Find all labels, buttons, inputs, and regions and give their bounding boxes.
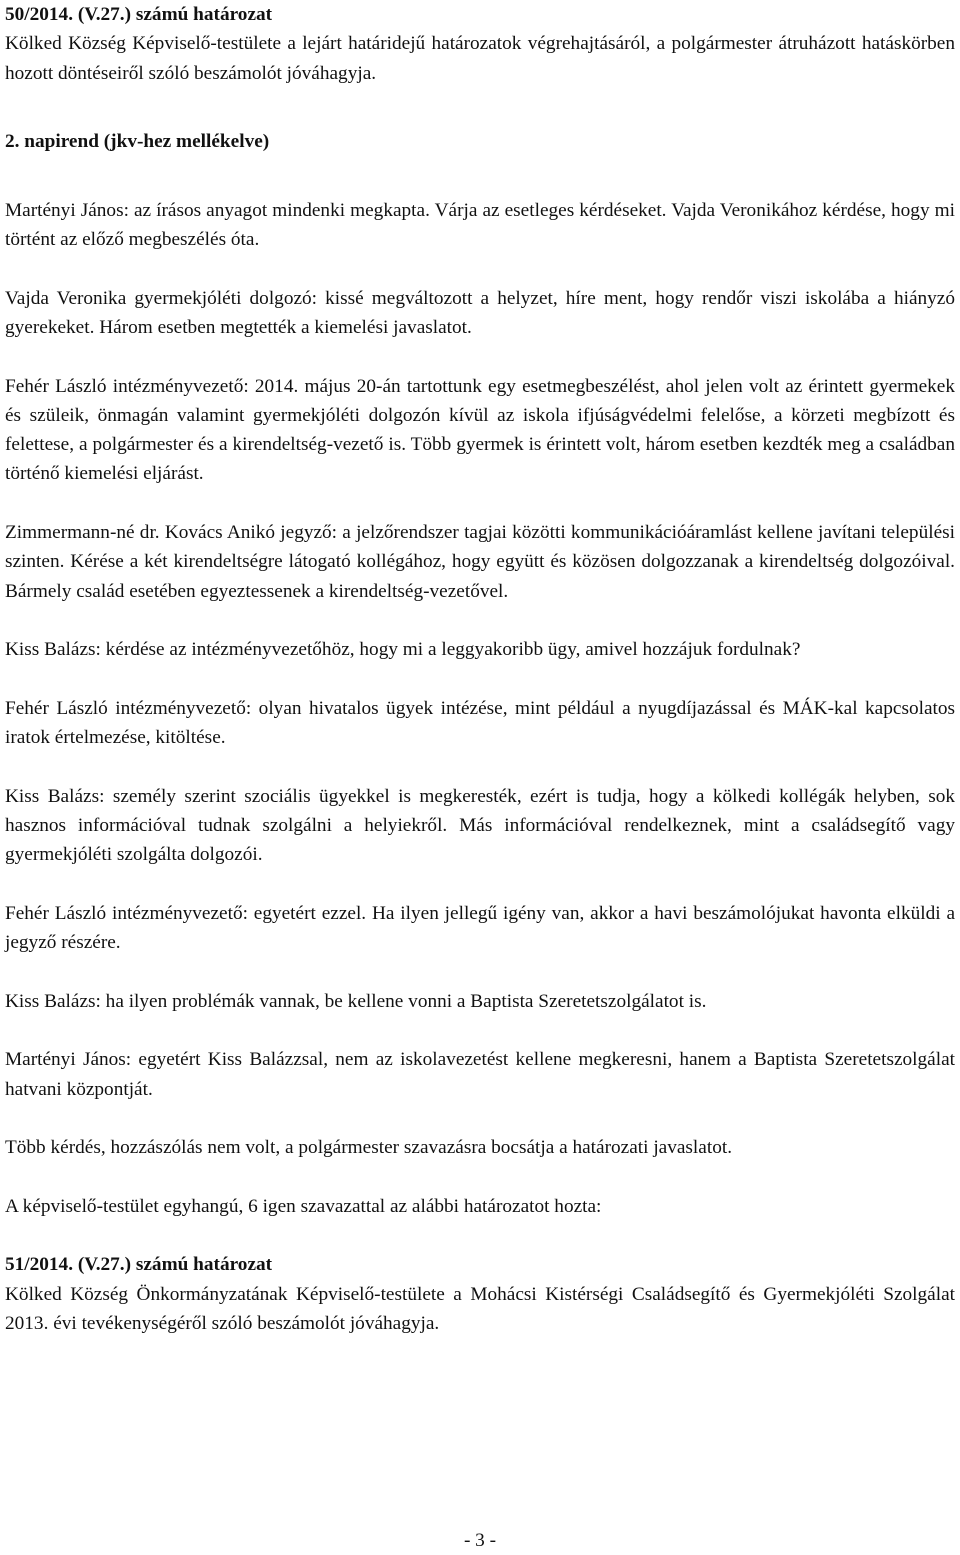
- paragraph: Fehér László intézményvezető: 2014. május 20-án tartottunk egy esetmegbeszélést, ahol jelen volt az érintett gyermekek és szüleik, önmagán valamint gyermekjóléti dolgozón kívül az iskola ifjúságvédelmi felelőse, a körzeti megbízott és felettese, a polgármester és a kirendeltség-vezető is. Több gyermek is érintett volt, három esetben kezdték meg a családban történő kiemelési eljárást.: [5, 375, 955, 485]
- paragraph: Kiss Balázs: kérdése az intézményvezetőhöz, hogy mi a leggyakoribb ügy, amivel hozzájuk fordulnak?: [5, 639, 801, 661]
- agenda-heading: 2. napirend (jkv-hez mellékelve): [5, 131, 270, 153]
- paragraph: Martényi János: egyetért Kiss Balázzsal, nem az iskolavezetést kellene megkeresni, hanem a Baptista Szeretetszolgálat hatvani központját.: [5, 1049, 955, 1100]
- paragraph: Zimmermann-né dr. Kovács Anikó jegyző: a jelzőrendszer tagjai közötti kommunikációáramlást kellene javítani települési szinten. Kérése a két kirendeltségre látogató kollégához, hogy együtt és közösen dolgozzanak a kirendeltség dolgozóival. Bármely család esetében egyeztessenek a kirendeltség-vezetővel.: [5, 522, 955, 602]
- paragraph: Több kérdés, hozzászólás nem volt, a polgármester szavazásra bocsátja a határozati javaslatot.: [5, 1137, 733, 1159]
- paragraph: Fehér László intézményvezető: egyetért ezzel. Ha ilyen jellegű igény van, akkor a havi beszámolójukat havonta elküldi a jegyző részére.: [5, 902, 955, 954]
- resolution-51: [5, 1250, 955, 1338]
- resolution-50: [5, 0, 955, 88]
- paragraph: Kiss Balázs: személy szerint szociális ügyekkel is megkeresték, ezért is tudja, hogy a kölkedi kollégák helyben, sok hasznos információval tudnak szolgálni a helyiekről. Más információval rendelkeznek, mint a családsegítő vagy gyermekjóléti szolgálta dolgozói.: [5, 785, 955, 866]
- resolution-50-text: Kölked Község Képviselő-testülete a lejárt határidejű határozatok végrehajtásáról, a polgármester átruházott hatáskörben hozott döntéseiről szóló beszámolót jóváhagyja.: [5, 33, 955, 84]
- paragraph: Vajda Veronika gyermekjóléti dolgozó: kissé megváltozott a helyzet, híre ment, hogy rendőr viszi iskolába a hiányzó gyerekeket. Három esetben megtették a kiemelési javaslatot.: [5, 287, 955, 338]
- resolution-51-text: Kölked Község Önkormányzatának Képviselő-testülete a Mohácsi Kistérségi Családsegítő és Gyermekjóléti Szolgálat 2013. évi tevékenységéről szóló beszámolót jóváhagyja.: [5, 1283, 955, 1335]
- resolution-50-heading: 50/2014. (V.27.) számú határozat: [5, 4, 273, 25]
- resolution-51-heading: 51/2014. (V.27.) számú határozat: [5, 1254, 273, 1276]
- paragraph: Fehér László intézményvezető: olyan hivatalos ügyek intézése, mint például a nyugdíjazással és MÁK-kal kapcsolatos iratok értelmezése, kitöltése.: [5, 697, 955, 749]
- paragraph: A képviselő-testület egyhangú, 6 igen szavazattal az alábbi határozatot hozta:: [5, 1195, 602, 1217]
- document-page: [5, 0, 955, 1338]
- paragraph: Martényi János: az írásos anyagot mindenki megkapta. Várja az esetleges kérdéseket. Vajda Veronikához kérdése, hogy mi történt az előző megbeszélés óta.: [5, 199, 955, 251]
- paragraph: Kiss Balázs: ha ilyen problémák vannak, be kellene vonni a Baptista Szeretetszolgálatot is.: [5, 990, 707, 1012]
- page-number: - 3 -: [463, 1530, 497, 1551]
